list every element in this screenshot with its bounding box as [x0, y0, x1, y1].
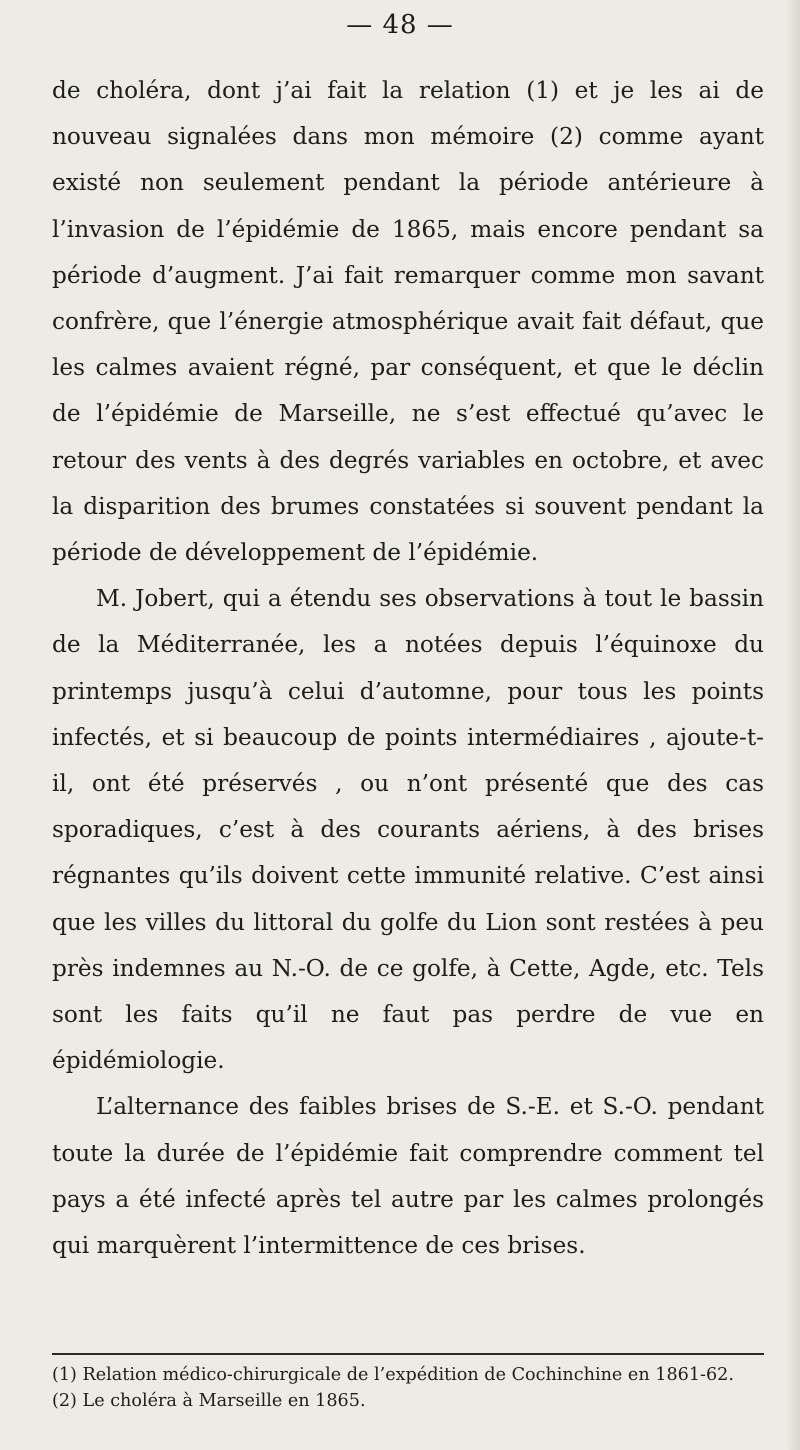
- page-number: — 48 —: [346, 10, 454, 40]
- footnotes: [52, 1362, 764, 1414]
- main-text: [52, 68, 764, 1269]
- footnote-2: (2) Le choléra à Marseille en 1865.: [52, 1391, 366, 1411]
- paragraph-1: de choléra, dont j’ai fait la relation (1) et je les ai de nouveau signalées dans mon mémoire (2) comme ayant existé non seulement pendant la période antérieure à l’invasion de l’épidémie de 1865, mais encore pendant sa période d’augment. J’ai fait remarquer comme mon savant confrère, que l’énergie atmosphérique avait fait défaut, que les calmes avaient régné, par conséquent, et que le déclin de l’épidémie de Marseille, ne s’est effectué qu’avec le retour des vents à des degrés variables en octobre, et avec la disparition des brumes constatées si souvent pendant la période de développement de l’épidémie.: [52, 77, 764, 567]
- footnote-1: (1) Relation médico-chirurgicale de l’expédition de Cochinchine en 1861-62.: [52, 1365, 734, 1385]
- page-edge-shadow: [786, 0, 800, 1450]
- footnote-separator: [52, 1353, 764, 1355]
- paragraph-2: M. Jobert, qui a étendu ses observations à tout le bassin de la Méditerranée, les a notées depuis l’équinoxe du printemps jusqu’à celui d’automne, pour tous les points infectés, et si beaucoup de points intermédiaires , ajoute-t-il, ont été préservés , ou n’ont présenté que des cas sporadiques, c’est à des courants aériens, à des brises régnantes qu’ils doivent cette immunité relative. C’est ainsi que les villes du littoral du golfe du Lion sont restées à peu près indemnes au N.-O. de ce golfe, à Cette, Agde, etc. Tels sont les faits qu’il ne faut pas perdre de vue en épidémiologie.: [52, 585, 764, 1075]
- paragraph-3: L’alternance des faibles brises de S.-E. et S.-O. pendant toute la durée de l’épidémie fait comprendre comment tel pays a été infecté après tel autre par les calmes prolongés qui marquèrent l’intermittence de ces brises.: [52, 1093, 764, 1260]
